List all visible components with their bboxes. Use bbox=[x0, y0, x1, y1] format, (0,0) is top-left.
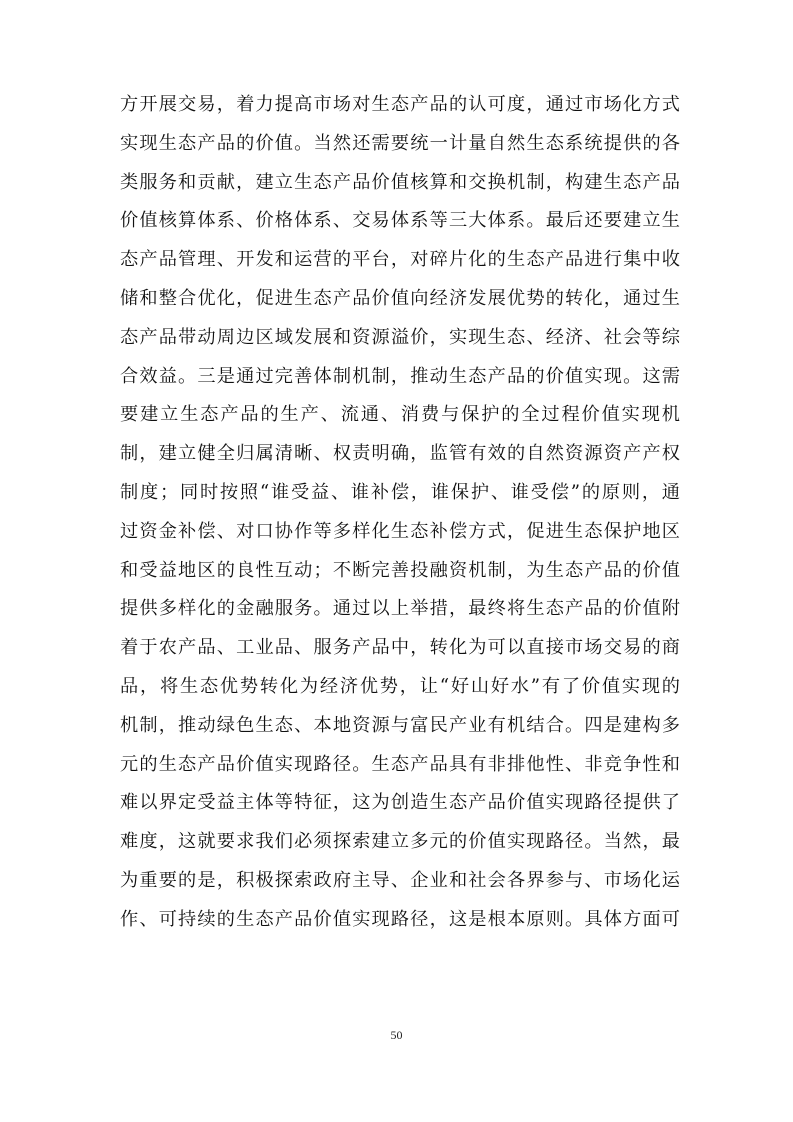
text-line: 制度；同时按照“谁受益、谁补偿，谁保护、谁受偿”的原则，通 bbox=[120, 481, 680, 503]
text-line: 态产品带动周边区域发展和资源溢价，实现生态、经济、社会等综 bbox=[120, 326, 680, 348]
text-line: 难度，这就要求我们必须探索建立多元的价值实现路径。当然，最 bbox=[120, 831, 680, 853]
text-line: 态产品管理、开发和运营的平台，对碎片化的生态产品进行集中收 bbox=[120, 249, 680, 271]
text-line: 类服务和贡献，建立生态产品价值核算和交换机制，构建生态产品 bbox=[120, 171, 680, 193]
body-text bbox=[120, 86, 680, 940]
text-line: 元的生态产品价值实现路径。生态产品具有非排他性、非竞争性和 bbox=[120, 753, 680, 775]
text-line: 储和整合优化，促进生态产品价值向经济发展优势的转化，通过生 bbox=[120, 287, 680, 309]
page-number: 50 bbox=[390, 1028, 403, 1042]
text-line: 要建立生态产品的生产、流通、消费与保护的全过程价值实现机 bbox=[120, 404, 680, 426]
text-line: 实现生态产品的价值。当然还需要统一计量自然生态系统提供的各 bbox=[120, 132, 680, 154]
text-line: 机制，推动绿色生态、本地资源与富民产业有机结合。四是建构多 bbox=[120, 714, 680, 736]
text-line: 品，将生态优势转化为经济优势，让“好山好水”有了价值实现的 bbox=[120, 675, 680, 697]
text-line: 提供多样化的金融服务。通过以上举措，最终将生态产品的价值附 bbox=[120, 598, 680, 620]
text-line: 和受益地区的良性互动；不断完善投融资机制，为生态产品的价值 bbox=[120, 559, 680, 581]
text-line: 价值核算体系、价格体系、交易体系等三大体系。最后还要建立生 bbox=[120, 210, 680, 232]
text-line: 难以界定受益主体等特征，这为创造生态产品价值实现路径提供了 bbox=[120, 792, 680, 814]
text-line: 为重要的是，积极探索政府主导、企业和社会各界参与、市场化运 bbox=[120, 869, 680, 891]
text-line: 着于农产品、工业品、服务产品中，转化为可以直接市场交易的商 bbox=[120, 637, 680, 659]
text-line: 方开展交易，着力提高市场对生态产品的认可度，通过市场化方式 bbox=[120, 94, 680, 115]
text-line: 作、可持续的生态产品价值实现路径，这是根本原则。具体方面可 bbox=[120, 908, 680, 930]
text-line: 合效益。三是通过完善体制机制，推动生态产品的价值实现。这需 bbox=[120, 365, 680, 387]
text-line: 制，建立健全归属清晰、权责明确，监管有效的自然资源资产产权 bbox=[120, 443, 680, 465]
text-line: 过资金补偿、对口协作等多样化生态补偿方式，促进生态保护地区 bbox=[120, 520, 680, 542]
